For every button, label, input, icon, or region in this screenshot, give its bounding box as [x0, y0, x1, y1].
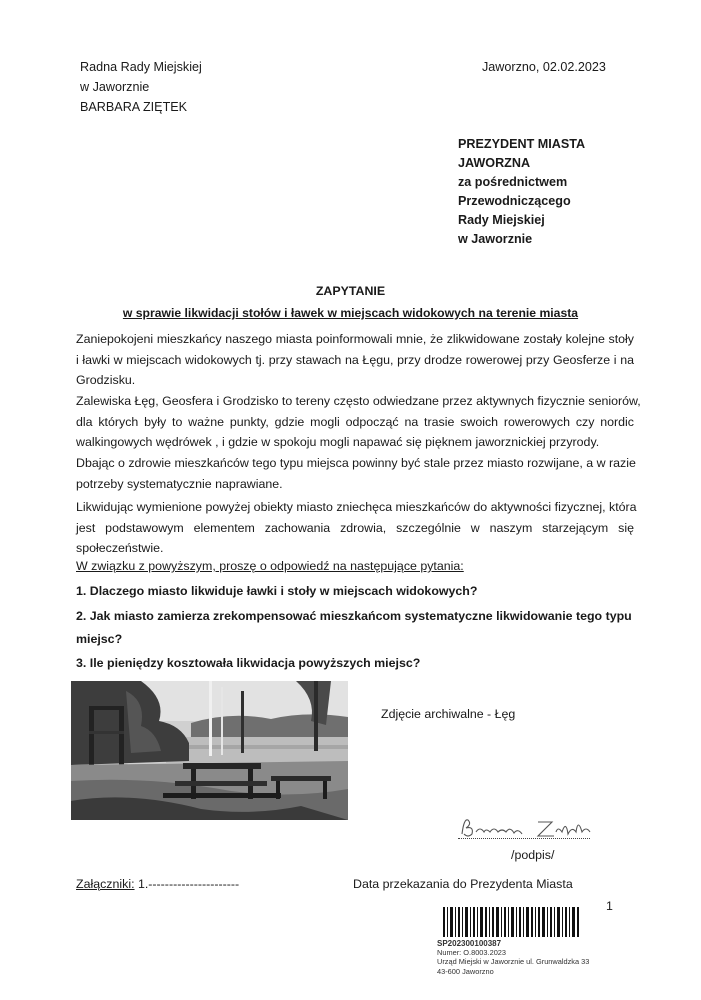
paragraph-line: Dbając o zdrowie mieszkańców tego typu miejsca powinny być stale przez miasto rozwijane, a w razie [76, 456, 636, 470]
stamp-number: Numer: O.8003.2023 [437, 948, 507, 958]
paragraph-line: i ławki w miejscach widokowych tj. przy stawach na Łęgu, przy drodze rowerowej przy Geosferze i na [76, 352, 634, 367]
attachments-label: Załączniki: [76, 877, 135, 891]
handwritten-signature [458, 812, 598, 844]
paragraph-line: jest podstawowym elementem zachowania zdrowia, szczególnie w naszym starzejącym się [76, 520, 634, 535]
stamp-office: Urząd Miejski w Jaworznie ul. Grunwaldzka 33 [437, 957, 590, 967]
sender-name: BARBARA ZIĘTEK [80, 100, 188, 114]
attachments-value: 1.---------------------- [134, 877, 240, 891]
recipient-line: PREZYDENT MIASTA [458, 137, 586, 151]
paragraph-line: dla których były to ważne punkty, gdzie mogli odpocząć na trasie swoich rowerowych czy nordic [76, 414, 634, 429]
paragraph-line: społeczeństwie. [76, 541, 164, 556]
page-number: 1 [606, 899, 613, 913]
stamp-city: 43-600 Jaworzno [437, 966, 494, 976]
body-paragraph [76, 329, 634, 391]
barcode [443, 907, 581, 937]
recipient-line: Przewodniczącego [458, 194, 571, 208]
recipient-line: JAWORZNA [458, 156, 531, 170]
sender-title: Radna Rady Miejskiej [80, 60, 202, 74]
question-1: 1. Dlaczego miasto likwiduje ławki i stoły w miejscach widokowych? [76, 584, 478, 598]
archive-photo [71, 681, 348, 820]
sender-block [80, 57, 202, 117]
question-3: 3. Ile pieniędzy kosztowała likwidacja powyższych miejsc? [76, 656, 421, 670]
body-paragraph [76, 497, 637, 559]
recipient-block [458, 135, 585, 249]
stamp-code: SP202300100387 [437, 939, 502, 948]
body-paragraph [76, 453, 634, 494]
document-subject: w sprawie likwidacji stołów i ławek w miejscach widokowych na terenie miasta [122, 306, 579, 320]
recipient-line: Rady Miejskiej [458, 213, 545, 227]
sender-city: w Jaworznie [80, 80, 150, 94]
attachments [76, 877, 239, 891]
question-2: 2. Jak miasto zamierza zrekompensować mieszkańcom systematyczne likwidowanie tego typu [76, 609, 632, 623]
document-heading: ZAPYTANIE [315, 284, 386, 298]
signature-scribble [458, 812, 598, 844]
document-date: Jaworzno, 02.02.2023 [482, 60, 606, 74]
photo-caption: Zdjęcie archiwalne - Łęg [381, 707, 516, 721]
paragraph-line: Zaniepokojeni mieszkańcy naszego miasta poinformowali mnie, że zlikwidowane zostały kolejne stoły [76, 332, 634, 346]
signature-line [458, 838, 590, 839]
questions-intro: W związku z powyższym, proszę o odpowiedź na następujące pytania: [76, 559, 464, 573]
recipient-line: za pośrednictwem [458, 175, 568, 189]
body-paragraph [76, 391, 641, 453]
question-2-continued: miejsc? [76, 632, 123, 646]
paragraph-line: Grodzisku. [76, 373, 136, 388]
paragraph-line: Likwidując wymienione powyżej obiekty miasto zniechęca mieszkańców do aktywności fizycznej, która [76, 500, 637, 514]
registry-stamp [437, 939, 589, 976]
lake-picnic-photo [71, 681, 348, 820]
signature-label: /podpis/ [511, 848, 555, 862]
paragraph-line: Zalewiska Łęg, Geosfera i Grodzisko to tereny często odwiedzane przez aktywnych fizycznie seniorów, [76, 394, 641, 408]
recipient-line: w Jaworznie [458, 232, 533, 246]
handover-date-label: Data przekazania do Prezydenta Miasta [353, 877, 573, 891]
barcode-graphic [443, 907, 581, 937]
paragraph-line: potrzeby systematycznie naprawiane. [76, 476, 283, 491]
paragraph-line: walkingowych wędrówek , i gdzie w spokoju mogli napawać się pięknem jaworznickiej przyrody. [76, 435, 600, 450]
